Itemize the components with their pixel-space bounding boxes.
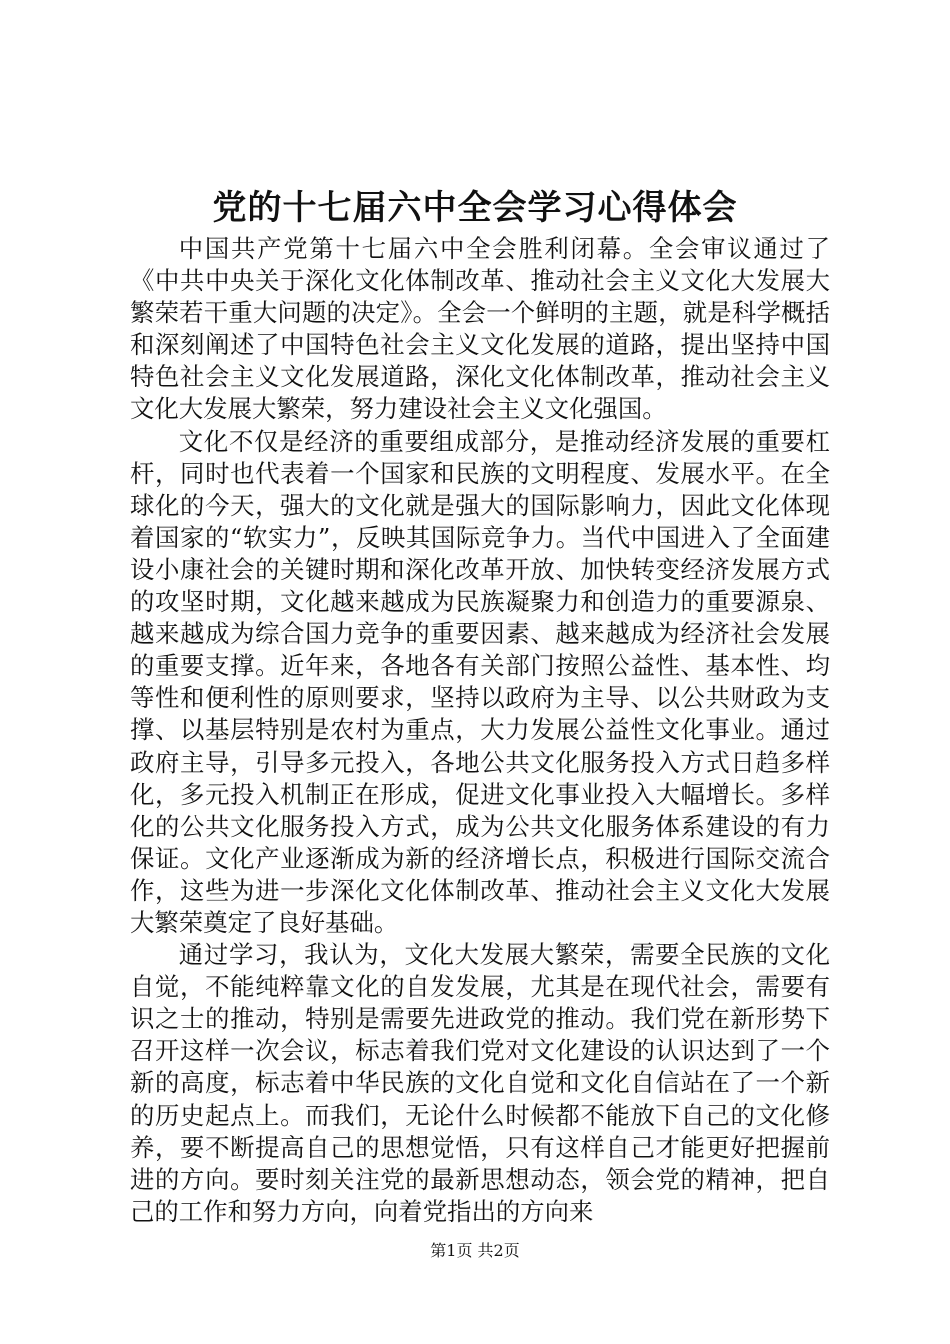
paragraph-3: 通过学习，我认为，文化大发展大繁荣，需要全民族的文化自觉，不能纯粹靠文化的自发发展，尤其是在现代社会，需要有识之士的推动，特别是需要先进政党的推动。我们党在新形势下召开这样一次会议，标志着我们党对文化建设的认识达到了一个新的高度，标志着中华民族的文化自觉和文化自信站在了一个新的历史起点上。而我们，无论什么时候都不能放下自己的文化修养，要不断提高自己的思想觉悟，只有这样自己才能更好把握前进的方向。要时刻关注党的最新思想动态，领会党的精神，把自己的工作和努力方向，向着党指出的方向来 — [130, 940, 830, 1226]
paragraph-2: 文化不仅是经济的重要组成部分，是推动经济发展的重要杠杆，同时也代表着一个国家和民族的文明程度、发展水平。在全球化的今天，强大的文化就是强大的国际影响力，因此文化体现着国家的“软实力”，反映其国际竞争力。当代中国进入了全面建设小康社会的关键时期和深化改革开放、加快转变经济发展方式的攻坚时期，文化越来越成为民族凝聚力和创造力的重要源泉、越来越成为综合国力竞争的重要因素、越来越成为经济社会发展的重要支撑。近年来，各地各有关部门按照公益性、基本性、均等性和便利性的原则要求，坚持以政府为主导、以公共财政为支撑、以基层特别是农村为重点，大力发展公益性文化事业。通过政府主导，引导多元投入，各地公共文化服务投入方式日趋多样化，多元投入机制正在形成，促进文化事业投入大幅增长。多样化的公共文化服务投入方式，成为公共文化服务体系建设的有力保证。文化产业逐渐成为新的经济增长点，积极进行国际交流合作，这些为进一步深化文化体制改革、推动社会主义文化大发展大繁荣奠定了良好基础。 — [130, 426, 830, 937]
document-body — [130, 233, 830, 1228]
document-title: 党的十七届六中全会学习心得体会 — [212, 188, 738, 228]
page-footer: 第1页 共2页 — [430, 1241, 520, 1260]
paragraph-1: 中国共产党第十七届六中全会胜利闭幕。全会审议通过了《中共中央关于深化文化体制改革、推动社会主义文化大发展大繁荣若干重大问题的决定》。全会一个鲜明的主题，就是科学概括和深刻阐述了中国特色社会主义文化发展的道路，提出坚持中国特色社会主义文化发展道路，深化文化体制改革，推动社会主义文化大发展大繁荣，努力建设社会主义文化强国。 — [130, 234, 830, 424]
